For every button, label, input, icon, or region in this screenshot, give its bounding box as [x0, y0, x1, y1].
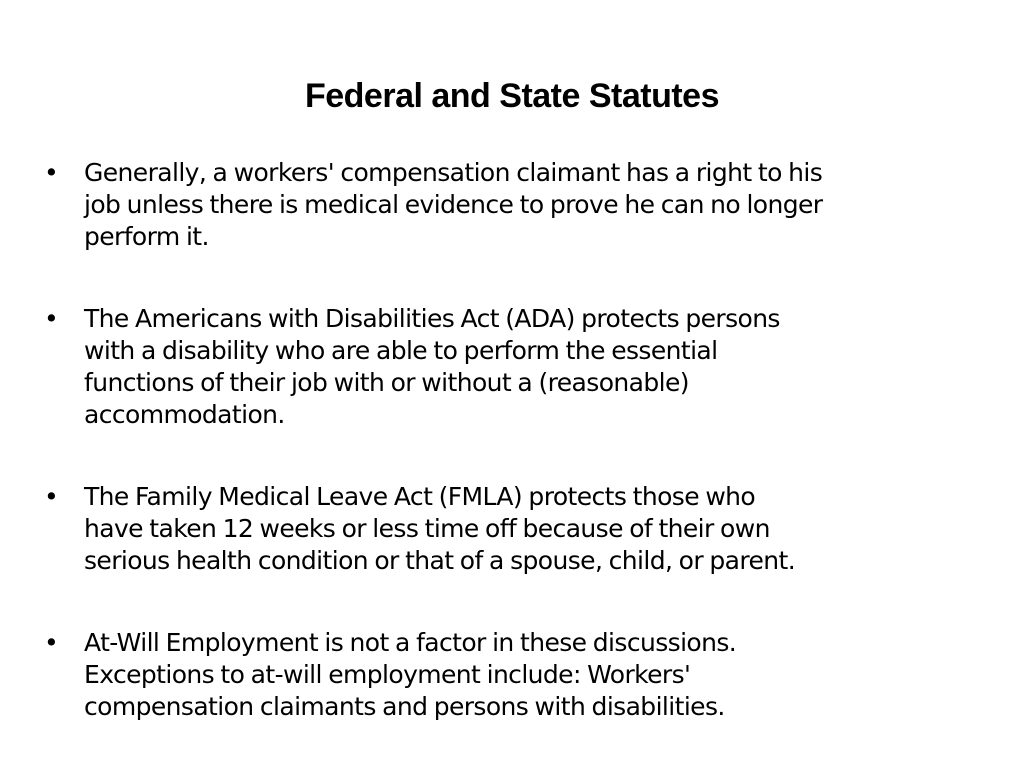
bullet-text: At-Will Employment is not a factor in these discussions. Exceptions to at-will employment include: Workers' compensation claimants and persons with disabilities. [84, 628, 737, 721]
bullet-item-at-will [42, 627, 972, 723]
bullet-icon: • [44, 628, 59, 657]
bullet-icon: • [44, 158, 59, 187]
bullet-list [42, 157, 972, 723]
bullet-item-ada [42, 303, 972, 431]
bullet-icon: • [44, 304, 59, 333]
bullet-text: The Americans with Disabilities Act (ADA) protects persons with a disability who are able to perform the essential functions of their job with or without a (reasonable) accommodation. [84, 304, 780, 429]
bullet-item-workers-comp [42, 157, 972, 253]
bullet-text: Generally, a workers' compensation claimant has a right to his job unless there is medical evidence to prove he can no longer perform it. [84, 158, 823, 251]
slide-title: Federal and State Statutes [304, 77, 719, 115]
bullet-icon: • [44, 482, 59, 511]
bullet-text: The Family Medical Leave Act (FMLA) protects those who have taken 12 weeks or less time off because of their own serious health condition or that of a spouse, child, or parent. [84, 482, 796, 575]
bullet-item-fmla [42, 481, 972, 577]
